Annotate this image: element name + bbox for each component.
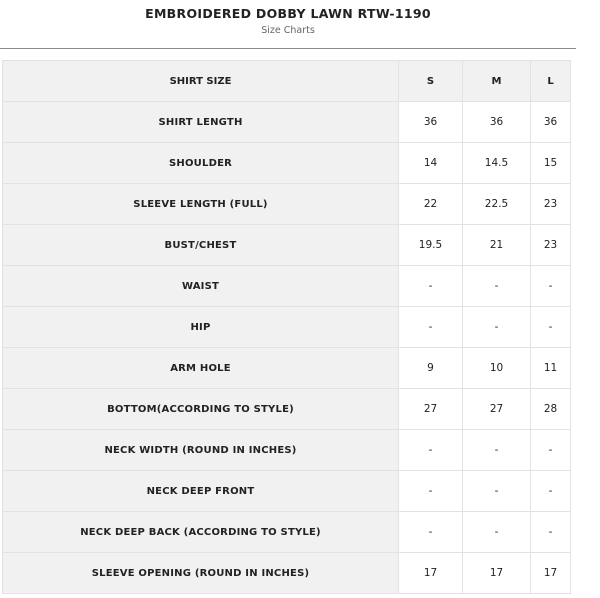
table-row (3, 266, 571, 307)
value-cell-s: - (399, 471, 463, 512)
row-label: SLEEVE OPENING (ROUND IN INCHES) (3, 553, 399, 594)
column-header-s: S (399, 61, 463, 102)
row-label: ARM HOLE (3, 348, 399, 389)
value-cell-s: 22 (399, 184, 463, 225)
value-cell-l: 11 (531, 348, 571, 389)
page-header (0, 0, 576, 49)
size-chart-table (2, 60, 571, 594)
value-cell-m: 10 (463, 348, 531, 389)
value-cell-s: 9 (399, 348, 463, 389)
row-label: SHOULDER (3, 143, 399, 184)
value-cell-s: 14 (399, 143, 463, 184)
value-cell-l: 36 (531, 102, 571, 143)
value-cell-m: 36 (463, 102, 531, 143)
value-cell-s: - (399, 266, 463, 307)
row-label: BUST/CHEST (3, 225, 399, 266)
page-title: EMBROIDERED DOBBY LAWN RTW-1190 (145, 6, 431, 21)
value-cell-s: 17 (399, 553, 463, 594)
value-cell-l: 28 (531, 389, 571, 430)
column-header-m: M (463, 61, 531, 102)
value-cell-m: - (463, 266, 531, 307)
value-cell-m: - (463, 512, 531, 553)
table-row (3, 553, 571, 594)
value-cell-s: - (399, 430, 463, 471)
value-cell-l: 17 (531, 553, 571, 594)
row-label: SLEEVE LENGTH (FULL) (3, 184, 399, 225)
table-row (3, 102, 571, 143)
value-cell-s: - (399, 512, 463, 553)
value-cell-l: - (531, 307, 571, 348)
table-header-row (3, 61, 571, 102)
value-cell-l: 23 (531, 225, 571, 266)
value-cell-l: 23 (531, 184, 571, 225)
table-row (3, 307, 571, 348)
value-cell-m: 21 (463, 225, 531, 266)
value-cell-s: - (399, 307, 463, 348)
value-cell-s: 27 (399, 389, 463, 430)
value-cell-m: - (463, 430, 531, 471)
page-subtitle: Size Charts (261, 25, 315, 36)
row-label: SHIRT LENGTH (3, 102, 399, 143)
row-label: BOTTOM(ACCORDING TO STYLE) (3, 389, 399, 430)
value-cell-l: - (531, 266, 571, 307)
value-cell-m: 22.5 (463, 184, 531, 225)
value-cell-m: 14.5 (463, 143, 531, 184)
row-label: NECK DEEP BACK (ACCORDING TO STYLE) (3, 512, 399, 553)
size-chart-table-container (2, 60, 570, 594)
column-header-shirt-size: SHIRT SIZE (3, 61, 399, 102)
row-label: WAIST (3, 266, 399, 307)
table-row (3, 184, 571, 225)
table-row (3, 389, 571, 430)
row-label: HIP (3, 307, 399, 348)
table-row (3, 348, 571, 389)
value-cell-m: 17 (463, 553, 531, 594)
row-label: NECK WIDTH (ROUND IN INCHES) (3, 430, 399, 471)
value-cell-l: - (531, 471, 571, 512)
value-cell-l: - (531, 430, 571, 471)
table-row (3, 430, 571, 471)
value-cell-s: 19.5 (399, 225, 463, 266)
value-cell-m: 27 (463, 389, 531, 430)
value-cell-m: - (463, 471, 531, 512)
table-row (3, 471, 571, 512)
value-cell-s: 36 (399, 102, 463, 143)
value-cell-l: - (531, 512, 571, 553)
table-row (3, 225, 571, 266)
table-row (3, 512, 571, 553)
value-cell-l: 15 (531, 143, 571, 184)
value-cell-m: - (463, 307, 531, 348)
table-row (3, 143, 571, 184)
row-label: NECK DEEP FRONT (3, 471, 399, 512)
column-header-l: L (531, 61, 571, 102)
